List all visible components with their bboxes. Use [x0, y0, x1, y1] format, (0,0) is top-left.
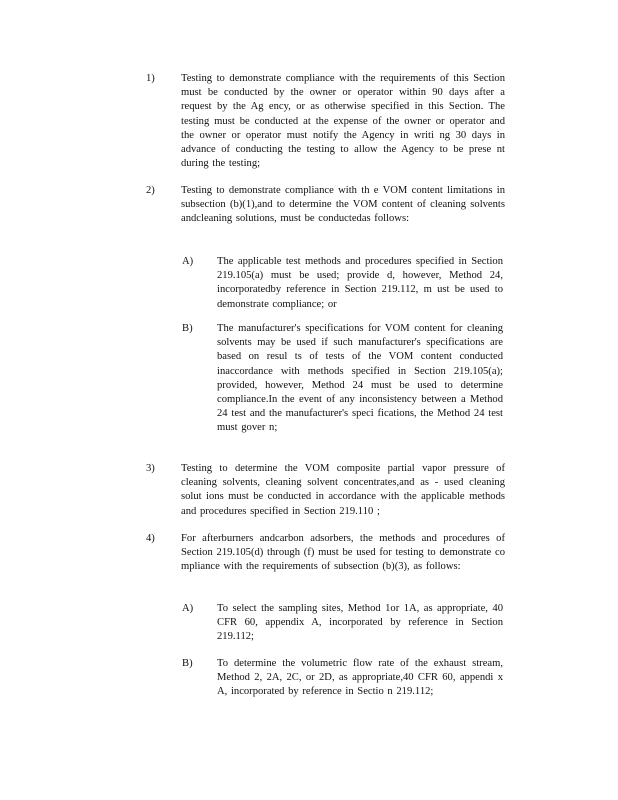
sub-item-number: B)	[182, 323, 193, 334]
sub-item-text: The applicable test methods and procedures specified in Section 219.105(a) must be used; provide d, however, Method 24, incorporatedby reference in Section 219.112, m ust be used to demonstrate compliance; or	[217, 256, 503, 310]
sub-item-text: The manufacturer's specifications for VOM content for cleaning solvents may be used if such manufacturer's specifications are based on resul ts of tests of the VOM content conducted inaccordance with methods specified in Section 219.105(a); provided, however, Method 24 must be used to determine compliance.In the event of any inconsistency between a Method 24 test and the manufacturer's speci fications, the Method 24 test must gover n;	[217, 323, 503, 434]
item-text: For afterburners andcarbon adsorbers, the methods and procedures of Section 219.105(d) through (f) must be used for testing to demonstrate co mpliance with the requirements of subsection (b)(3), as follows:	[181, 533, 505, 573]
sub-item-text: To determine the volumetric flow rate of the exhaust stream, Method 2, 2A, 2C, or 2D, as appropriate,40 CFR 60, appendi x A, incorporated by reference in Sectio n 219.112;	[217, 658, 503, 698]
sub-item-number: A)	[182, 603, 194, 614]
sub-item-text: To select the sampling sites, Method 1or 1A, as appropriate, 40 CFR 60, appendix A, incorporated by reference in Section 219.112;	[217, 603, 503, 643]
item-number: 2)	[146, 185, 155, 196]
sub-item-number: B)	[182, 658, 193, 669]
item-number: 4)	[146, 533, 155, 544]
item-number: 1)	[146, 73, 155, 84]
item-number: 3)	[146, 463, 155, 474]
item-text: Testing to determine the VOM composite partial vapor pressure of cleaning solvents, cleaning solvent concentrates,and as - used cleaning solut ions must be conducted in accordance with the applicable methods and procedures specified in Section 219.110 ;	[181, 463, 505, 517]
item-text: Testing to demonstrate compliance with th e VOM content limitations in subsection (b)(1),and to determine the VOM content of cleaning solvents andcleaning solutions, must be conductedas follows:	[181, 185, 505, 225]
item-text: Testing to demonstrate compliance with the requirements of this Section must be conducted by the owner or operator within 90 days after a request by the Ag ency, or as otherwise specified in this Section. The testing must be conducted at the expense of the owner or operator and the owner or operator must notify the Agency in writi ng 30 days in advance of conducting the testing to allow the Agency to be prese nt during the testing;	[181, 73, 505, 170]
sub-item-number: A)	[182, 256, 194, 267]
